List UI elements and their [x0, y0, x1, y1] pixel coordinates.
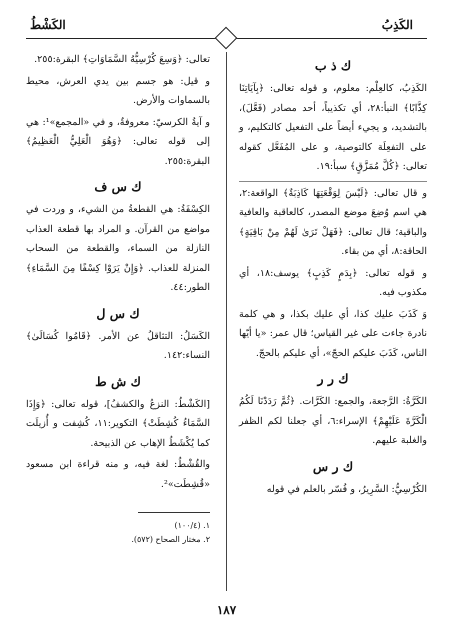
entry-head-ksl: ك س ل	[96, 305, 140, 321]
entry-paragraph: الكَسَلُ: التثاقلُ عن الأمر. ﴿قَامُوا كُسَالَىٰ﴾ النساء:١٤٢.	[26, 330, 210, 361]
entry-paragraph: الكِسْفَةُ: هي القطعةُ من الشيء، و وردت في مواضع من القرآن. و المراد بها قطعة العذاب النازلة من السماء، والقطعة من السحاب المنزلة للعذاب. ﴿وَإِنْ يَرَوْا كِسْفًا مِنَ السَّمَاءِ﴾ الطور:٤٤.	[26, 204, 210, 293]
entry-paragraph: الكَذِبُ، كالعِلْم: معلوم، و قوله تعالى: ﴿بِآيَاتِنَا كِذَّابًا﴾ النبأ:٢٨، أي تكذيباً، أحد مصادر (فَعَّلَ)، بالتشديد، و يجيء أيضاً على التفعيل كالتكليم، و على التفعِلَة كالتوصية، و على المُفَعَّل كقوله تعالى: ﴿كُلَّ مُمَزَّقٍ﴾ سبأ:١٩.	[239, 83, 427, 172]
entry-head-kdhb: ك ذ ب	[314, 58, 352, 73]
continuation-paragraph: تعالى: ﴿وَسِعَ كُرْسِيُّهُ السَّمَاوَاتِ﴾ البقرة:٢٥٥.	[34, 54, 210, 65]
header-diamond-ornament	[215, 27, 238, 50]
entry-paragraph: وَ كَذَبَ عليك كذا، أي عليك بكذا، و هي كلمة نادرة جاءت على غير القياس؛ قال عمر: «يا أيّها الناس، كَذَبَ عليكم الحجّ»، أي عليكم بالحجّ.	[239, 308, 427, 359]
entry-paragraph: والقُشْطُ: لغة فيه، و منه قراءة ابن مسعود «قُشِطَت»².	[26, 459, 210, 490]
column-divider	[226, 52, 227, 591]
entry-paragraph: و قوله تعالى: ﴿بِدَمٍ كَذِبٍ﴾ يوسف:١٨، أي مكذوب فيه.	[239, 267, 428, 298]
continuation-paragraph: و قيل: هو جسم بين يدي العرش، محيط بالسماوات والأرض.	[26, 75, 210, 106]
footnote-rule	[138, 512, 210, 513]
entry-head-ksht: ك ش ط	[95, 373, 141, 389]
entry-head-krr: ك ر ر	[317, 371, 349, 386]
right-column	[239, 50, 427, 501]
header-word-left: الكَشْطُ	[30, 18, 66, 32]
continuation-paragraph: و آيةُ الكرسيّ: معروفةٌ، و في «المجمع»¹: هي إلى قوله تعالى: ﴿وَهُوَ الْعَلِيُّ الْعَظِيمُ﴾ البقرة:٢٥٥.	[26, 116, 211, 167]
paragraph-separator	[239, 181, 427, 182]
entry-paragraph: [الكَشْطُ: النزعُ والكشفُ]، قوله تعالى: ﴿وَإِذَا السَّمَاءُ كُشِطَتْ﴾ التكوير:١١، كُشِفت و أُزيلَت كما يُكْشَطُ الإهاب عن الذبيحة.	[26, 398, 211, 449]
entry-paragraph: الكُرْسِيُّ: السَّرِيرُ، و فُسّر بالعلم في قوله	[266, 483, 427, 495]
footnote: ١. (١٠٠/٤)	[174, 521, 210, 530]
header-word-right: الكَذِبُ	[381, 18, 413, 32]
page-number: ١٨٧	[216, 603, 237, 617]
footnote: ٢. مختار الصحاح (٥٧٢).	[131, 535, 210, 544]
left-column	[26, 50, 210, 547]
entry-paragraph: الكَرَّةُ: الرَّجعة، والجمع: الكَرَّات. ﴿ثُمَّ رَدَدْنَا لَكُمُ الْكَرَّةَ عَلَيْهِمْ﴾ الإسراء:٦، أي جعلنا لكم الظفر والغلبة عليهم.	[239, 396, 427, 446]
entry-paragraph: و قال تعالى: ﴿لَيْسَ لِوَقْعَتِهَا كَاذِبَةٌ﴾ الواقعة:٢، هي اسم وُضِعَ موضع المصدر، كالعاقبة والعافية والباقية؛ قال تعالى: ﴿فَهَلْ تَرَىٰ لَهُمْ مِنْ بَاقِيَةٍ﴾ الحاقة:٨، أي من بقاء.	[239, 187, 427, 257]
entry-head-ksf: ك س ف	[94, 179, 142, 194]
entry-head-krs: ك ر س	[312, 458, 354, 474]
